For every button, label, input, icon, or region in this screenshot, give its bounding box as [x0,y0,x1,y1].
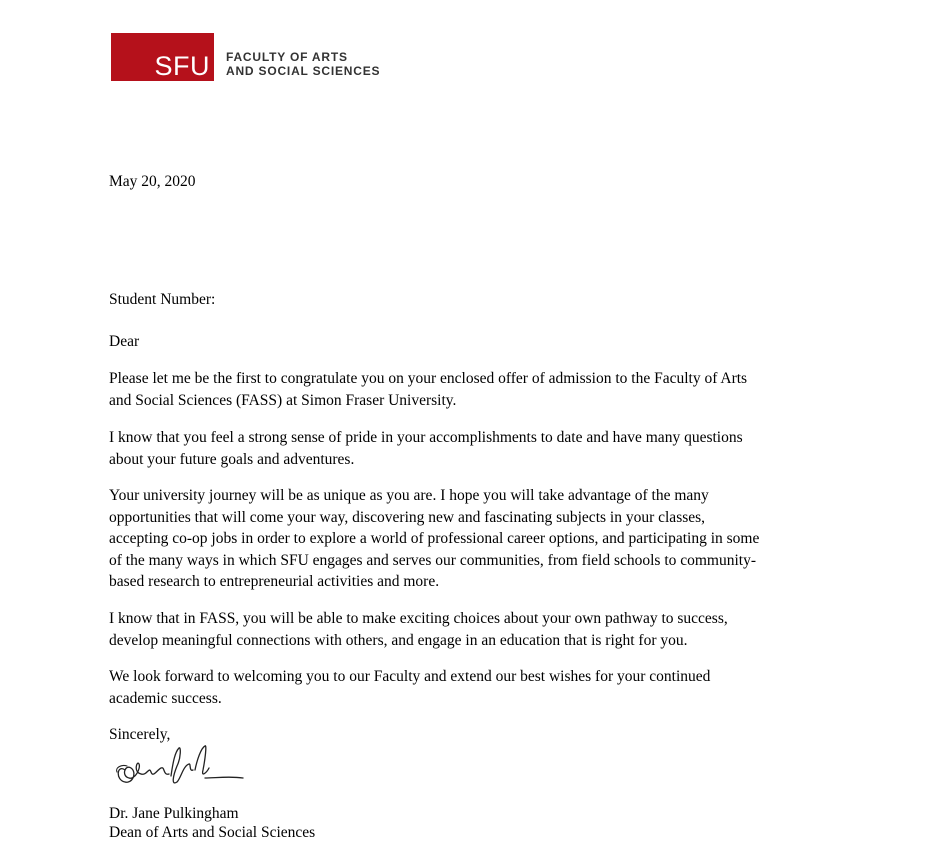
salutation: Dear [109,333,140,350]
paragraph-line: and Social Sciences (FASS) at Simon Fraser University. [109,391,457,409]
paragraph-line: about your future goals and adventures. [109,450,355,468]
paragraph-line: accepting co-op jobs in order to explore a world of professional career options, and participating in some [109,530,760,547]
paragraph-line: of the many ways in which SFU engages and serves our communities, from field schools to community- [109,551,757,569]
signer-title: Dean of Arts and Social Sciences [109,824,316,841]
paragraph-line: develop meaningful connections with others, and engage in an education that is right for you. [109,631,688,649]
paragraph-line: Please let me be the first to congratulate you on your enclosed offer of admission to the Faculty of Arts [109,370,748,387]
paragraph-2 [109,427,829,470]
paragraph-line: Your university journey will be as unique as you are. I hope you will take advantage of the many [109,487,709,504]
letter-date: May 20, 2020 [109,173,196,190]
paragraph-line: opportunities that will come your way, discovering new and fascinating subjects in your classes, [109,508,706,526]
sfu-logo-text: SFU [154,51,210,81]
faculty-name-line-2: AND SOCIAL SCIENCES [226,64,381,78]
signature-image [111,742,246,792]
paragraph-5 [109,666,829,709]
faculty-name [226,50,380,78]
paragraph-line: based research to entrepreneurial activities and more. [109,573,440,590]
paragraph-4 [109,608,829,651]
faculty-logo [111,33,380,81]
sfu-logo [111,33,214,81]
paragraph-line: I know that you feel a strong sense of pride in your accomplishments to date and have many questions [109,429,743,446]
paragraph-line: academic success. [109,689,222,707]
paragraph-3 [109,485,829,593]
paragraph-line: I know that in FASS, you will be able to make exciting choices about your own pathway to success, [109,610,728,627]
paragraph-line: We look forward to welcoming you to our Faculty and extend our best wishes for your continued [109,668,711,685]
faculty-name-line-1: FACULTY OF ARTS [226,50,348,64]
student-number-label: Student Number: [109,291,216,308]
signer-name: Dr. Jane Pulkingham [109,805,239,822]
paragraph-1 [109,368,829,411]
closing: Sincerely, [109,726,171,743]
